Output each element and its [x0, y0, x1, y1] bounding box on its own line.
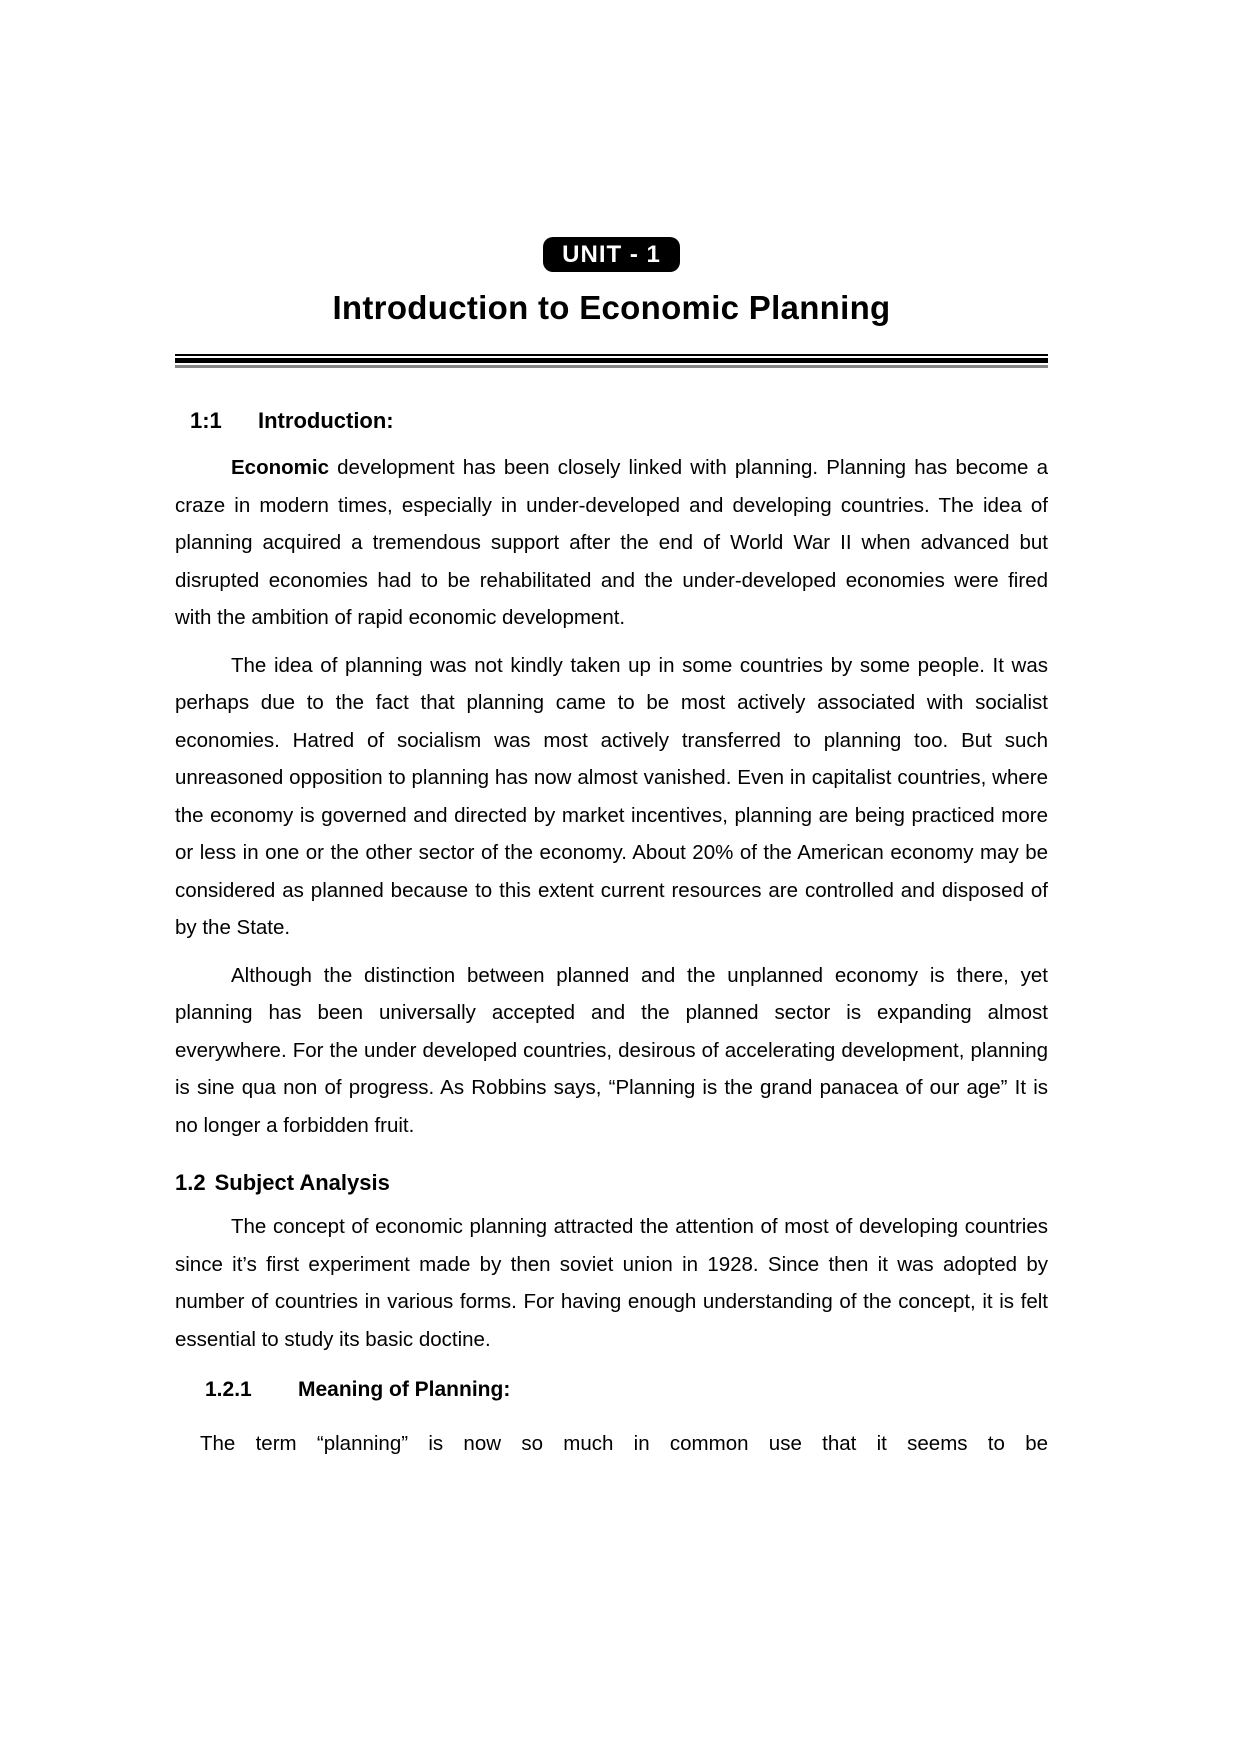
- document-header: [175, 237, 1048, 368]
- page-title: Introduction to Economic Planning: [332, 289, 891, 326]
- section-heading-subject-analysis: [175, 1168, 1048, 1198]
- section-number: 1.2: [175, 1170, 206, 1195]
- section-heading-introduction: [175, 406, 1048, 436]
- document-page: [175, 0, 1048, 1463]
- divider-line-gray: [175, 365, 1048, 368]
- subsection-number: 1.2.1: [205, 1378, 252, 1401]
- paragraph-1-text: development has been closely linked with planning. Planning has become a craze in modern times, especially in under-developed and developing countries. The idea of planning acquired a tremendous support after the end of World War II when advanced but disrupted economies had to be rehabilitated and the under-developed economies were fired with the ambition of rapid economic development.: [175, 456, 1048, 629]
- header-divider: [175, 354, 1048, 368]
- section-introduction: [175, 406, 1048, 1144]
- paragraph-3: Although the distinction between planned and the unplanned economy is there, yet planning has been universally accepted and the planned sector is expanding almost everywhere. For the under developed countries, desirous of accelerating development, planning is sine qua non of progress. As Robbins says, “Planning is the grand panacea of our age” It is no longer a forbidden fruit.: [175, 963, 1048, 1137]
- divider-line-thick: [175, 358, 1048, 363]
- paragraph-1: [175, 449, 1048, 637]
- subsection-title: Meaning of Planning:: [298, 1378, 511, 1401]
- section-subject-analysis: [175, 1168, 1048, 1463]
- divider-line-thin: [175, 354, 1048, 356]
- subsection-heading-meaning-of-planning: [175, 1375, 1048, 1405]
- unit-badge: UNIT - 1: [543, 237, 680, 272]
- paragraph-2: The idea of planning was not kindly taken up in some countries by some people. It was perhaps due to the fact that planning came to be most actively associated with socialist economies. Hatred of socialism was most actively transferred to planning too. But such unreasoned opposition to planning has now almost vanished. Even in capitalist countries, where the economy is governed and directed by market incentives, planning are being practiced more or less in one or the other sector of the economy. About 20% of the American economy may be considered as planned because to this extent current resources are controlled and disposed of by the State.: [175, 653, 1048, 939]
- section-title: Introduction:: [258, 408, 394, 433]
- paragraph-4: The concept of economic planning attracted the attention of most of developing countries since it’s first experiment made by then soviet union in 1928. Since then it was adopted by number of countries in various forms. For having enough understanding of the concept, it is felt essential to study its basic doctine.: [175, 1215, 1048, 1351]
- unit-badge-row: [175, 237, 1048, 272]
- section-number: 1:1: [190, 408, 222, 433]
- paragraph-1-lead-word: Economic: [231, 456, 329, 479]
- paragraph-5: The term “planning” is now so much in common use that it seems to be: [200, 1432, 1048, 1455]
- section-title: Subject Analysis: [214, 1170, 390, 1195]
